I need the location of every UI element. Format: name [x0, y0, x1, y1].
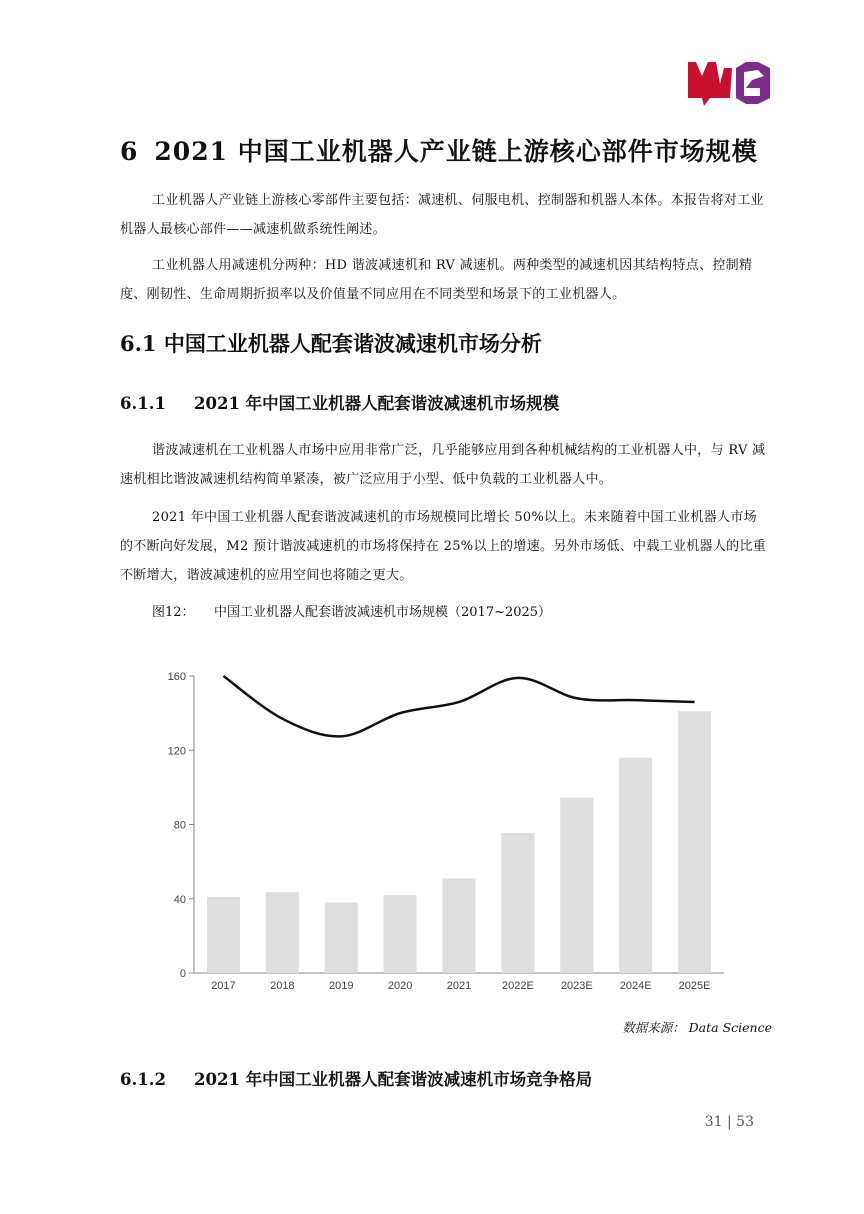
x-tick-label: 2020: [387, 980, 413, 992]
intro-paragraph-2: 工业机器人用减速机分两种：HD 谐波减速机和 RV 减速机。两种类型的减速机因其结构特点、控制精度、刚韧性、生命周期折损率以及价值量不同应用在不同类型和场景下的工业机器人。: [120, 258, 753, 302]
y-tick-label: 0: [179, 968, 186, 980]
bar-2024E: [619, 758, 652, 973]
data-source: 数据来源： Data Science: [622, 1020, 772, 1035]
x-tick-label: 2017: [211, 980, 236, 992]
x-tick-label: 2025E: [678, 980, 711, 992]
bar-2020: [384, 895, 417, 973]
figure-caption: 图12： 中国工业机器人配套谐波减速机市场规模（2017~2025）: [152, 605, 552, 620]
y-tick-label: 40: [173, 893, 186, 906]
harmonic-reducer-market-chart: [150, 660, 740, 1000]
growth-line: [223, 676, 694, 736]
y-tick-label: 80: [173, 819, 186, 832]
bar-2021: [443, 878, 476, 973]
body-paragraph-2: 2021 年中国工业机器人配套谐波减速机的市场规模同比增长 50%以上。未来随着中国工业机器人市场的不断向好发展，M2 预计谐波减速机的市场将保持在 25%以上的增速。另外市场低、中载工业机器人的比重不断增大，谐波减速机的应用空间也将随之更大。: [120, 510, 767, 583]
y-tick-label: 160: [167, 671, 186, 683]
y-tick-label: 120: [167, 745, 186, 758]
intro-paragraph-1: 工业机器人产业链上游核心零部件主要包括：减速机、伺服电机、控制器和机器人本体。本报告将对工业机器人最核心部件——减速机做系统性阐述。: [120, 193, 764, 237]
x-tick-label: 2023E: [560, 980, 593, 992]
x-tick-label: 2024E: [619, 980, 652, 992]
subsection-heading-1: 6.1.1 2021 年中国工业机器人配套谐波减速机市场规模: [120, 394, 560, 413]
x-tick-label: 2019: [328, 980, 354, 992]
x-tick-label: 2021: [446, 980, 472, 992]
x-tick-label: 2022E: [501, 980, 534, 992]
bar-2025E: [678, 711, 711, 973]
bar-2018: [266, 892, 299, 973]
main-heading: 6 2021 中国工业机器人产业链上游核心部件市场规模: [120, 137, 758, 166]
x-tick-label: 2018: [270, 980, 295, 992]
bar-2023E: [560, 798, 593, 973]
section-heading: 6.1 中国工业机器人配套谐波减速机市场分析: [120, 331, 542, 356]
brand-logo: [686, 58, 776, 108]
bar-2022E: [501, 833, 534, 973]
bar-2019: [325, 902, 358, 973]
subsection-heading-2: 6.1.2 2021 年中国工业机器人配套谐波减速机市场竞争格局: [120, 1070, 593, 1089]
page-number: 31 | 53: [704, 1114, 754, 1130]
bar-2017: [207, 897, 240, 973]
body-paragraph-1: 谐波减速机在工业机器人市场中应用非常广泛，几乎能够应用到各种机械结构的工业机器人中，与 RV 减速机相比谐波减速机结构简单紧凑，被广泛应用于小型、低中负载的工业机器人中。: [120, 443, 766, 487]
